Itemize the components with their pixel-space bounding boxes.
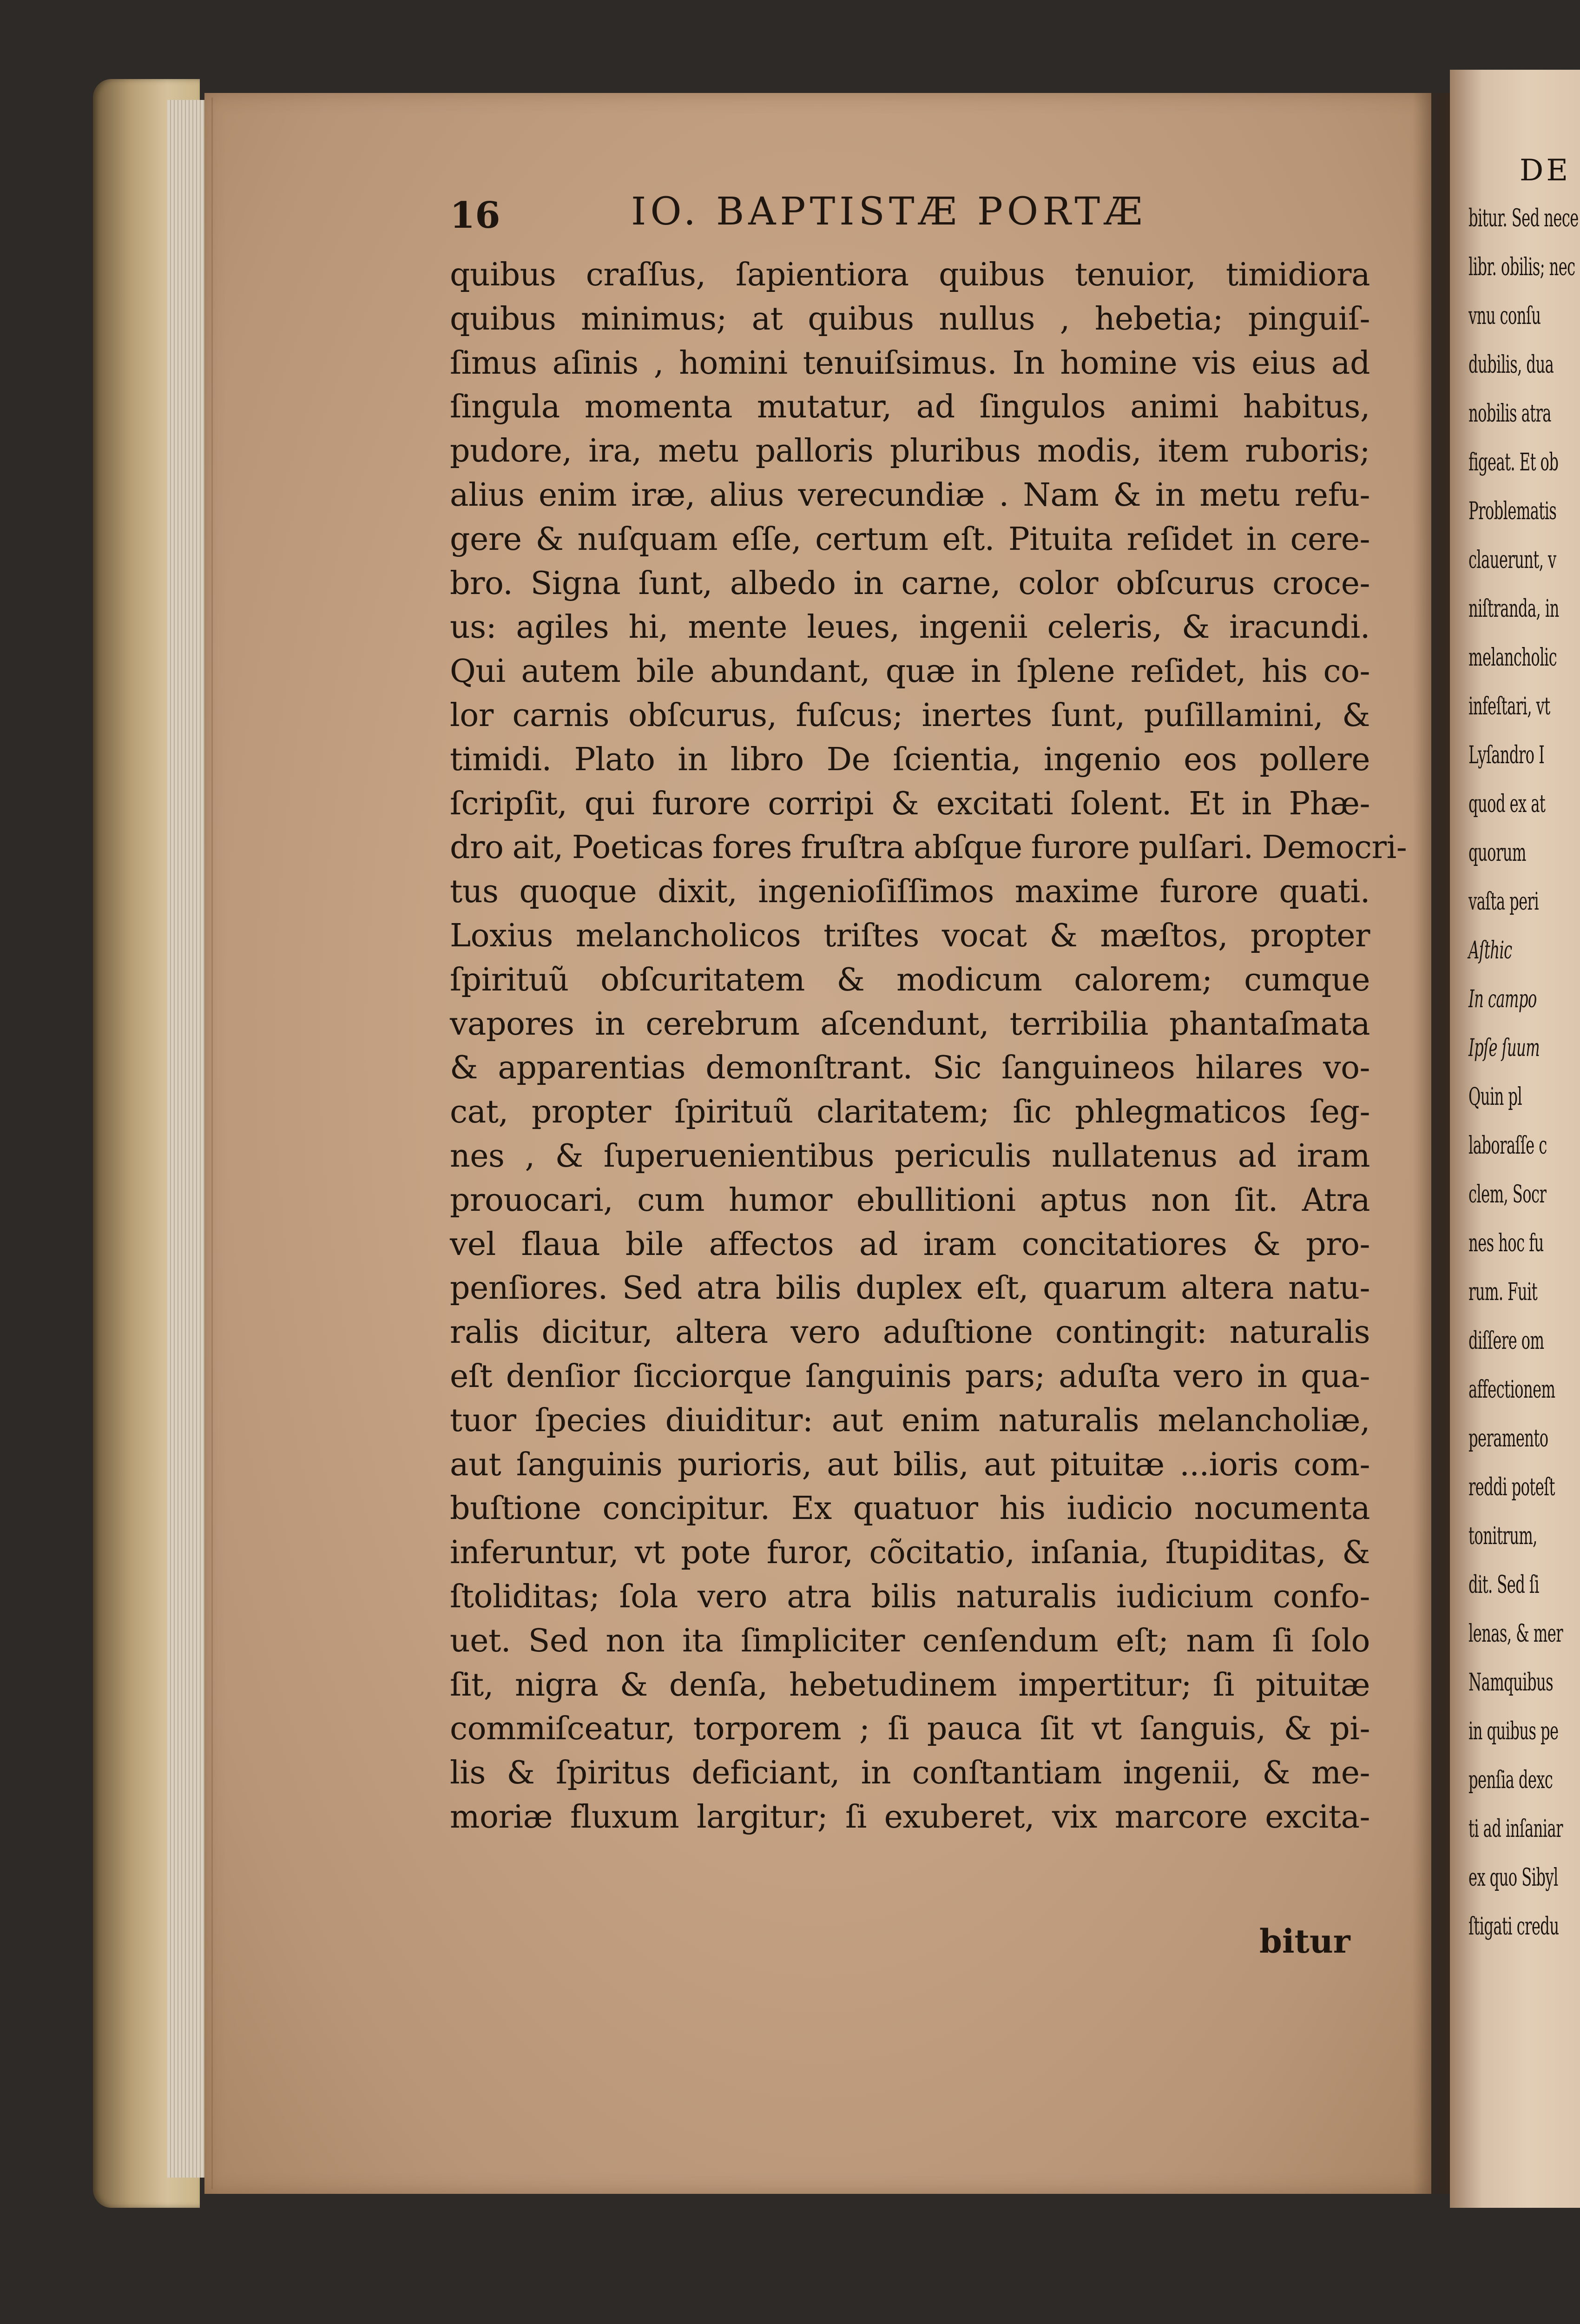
right-text-line: nobilis atra	[1468, 400, 1551, 428]
right-text-line: in quibus pe	[1468, 1717, 1559, 1745]
text-line: ſtoliditas; ſola vero atra bilis naturalis iudicium confo-	[450, 1578, 1370, 1615]
text-line: moriæ fluxum largitur; ſi exuberet, vix marcore excita-	[450, 1798, 1370, 1835]
right-text-line: affectionem	[1468, 1376, 1555, 1404]
text-line: lis & ſpiritus deficiant, in conſtantiam ingenii, & me-	[450, 1755, 1370, 1792]
catchword: bitur	[1259, 1922, 1350, 1961]
text-line: vel flaua bile affectos ad iram concitatiores & pro-	[450, 1226, 1370, 1263]
text-line: ſimus aſinis , homini tenuiſsimus. In homine vis eius ad	[450, 344, 1370, 382]
text-line: us: agiles hi, mente leues, ingenii celeris, & iracundi.	[450, 609, 1370, 646]
text-line: lor carnis obſcurus, fuſcus; inertes ſunt, puſillamini, &	[450, 697, 1370, 734]
text-line: tuor ſpecies diuiditur: aut enim naturalis melancholiæ,	[450, 1402, 1370, 1439]
text-block	[450, 253, 1407, 1840]
right-text-line: vnu conſu	[1468, 302, 1541, 330]
page-margin-line	[211, 98, 213, 2189]
text-line: inferuntur, vt pote furor, cõcitatio, inſania, ſtupiditas, &	[450, 1534, 1370, 1571]
text-line: commiſceatur, torporem ; ſi pauca ſit vt ſanguis, & pi-	[450, 1710, 1370, 1748]
right-text-line: nes hoc fu	[1468, 1229, 1544, 1257]
running-head: IO. BAPTISTÆ PORTÆ	[631, 190, 1147, 234]
text-line: ralis dicitur, altera vero aduſtione contingit: naturalis	[450, 1314, 1370, 1351]
text-line: pudore, ira, metu palloris pluribus modis, item ruboris;	[450, 433, 1370, 470]
text-line: vapores in cerebrum aſcendunt, terribilia phantaſmata	[450, 1005, 1370, 1043]
right-text-line: diſſere om	[1468, 1327, 1544, 1355]
right-text-line: reddi poteſt	[1468, 1473, 1555, 1501]
right-text-line: Ipſe ſuum	[1468, 1034, 1540, 1062]
page-number: 16	[450, 194, 500, 237]
right-text-line: Namquibus	[1468, 1669, 1554, 1697]
right-text-line: dubilis, dua	[1468, 351, 1554, 379]
text-line: timidi. Plato in libro De ſcientia, ingenio eos pollere	[450, 741, 1370, 778]
right-text-line: ex quo Sibyl	[1468, 1864, 1558, 1892]
text-line: ſpirituũ obſcuritatem & modicum calorem; cumque	[450, 961, 1370, 998]
text-line: tus quoque dixit, ingenioſiſſimos maxime furore quati.	[450, 873, 1370, 911]
text-line: gere & nuſquam eſſe, certum eſt. Pituita reſidet in cere-	[450, 521, 1370, 558]
right-text-line: lenas, & mer	[1468, 1620, 1563, 1648]
text-line: uet. Sed non ita ſimpliciter cenſendum eſt; nam ſi ſolo	[450, 1622, 1370, 1659]
right-text-line: dit. Sed ſi	[1468, 1571, 1539, 1599]
right-text-line: clauerunt, v	[1468, 546, 1556, 574]
text-line: prouocari, cum humor ebullitioni aptus non ſit. Atra	[450, 1182, 1370, 1219]
right-text-line: peramento	[1468, 1425, 1548, 1452]
right-text-line: penſia dexc	[1468, 1766, 1553, 1794]
right-text-line: tonitrum,	[1468, 1522, 1537, 1550]
text-line: & apparentias demonſtrant. Sic ſanguineos hilares vo-	[450, 1050, 1370, 1087]
right-running-head: DE	[1520, 153, 1571, 188]
right-text-line: infeſtari, vt	[1468, 693, 1550, 720]
text-line: dro ait, Poeticas fores fruſtra abſque furore pulſari. Democri-	[450, 829, 1407, 866]
right-text-line: niſtranda, in	[1468, 595, 1559, 623]
text-line: ſingula momenta mutatur, ad ſingulos animi habitus,	[450, 389, 1370, 426]
text-line: cat, propter ſpirituũ claritatem; ſic phlegmaticos ſeg-	[450, 1094, 1370, 1131]
right-text-line: Aſthic	[1468, 937, 1512, 964]
text-line: quibus craſſus, ſapientiora quibus tenuior, timidiora	[450, 257, 1370, 293]
text-line: quibus minimus; at quibus nullus , hebetia; pinguiſ-	[450, 300, 1370, 337]
right-text-line: Quin pl	[1468, 1083, 1522, 1111]
right-text-line: bitur. Sed nece	[1468, 205, 1579, 232]
right-text-line: ſtigati credu	[1468, 1913, 1559, 1941]
right-text-line: clem, Socr	[1468, 1181, 1547, 1208]
text-line: alius enim iræ, alius verecundiæ . Nam & in metu refu-	[450, 476, 1370, 514]
right-text-line: ti ad inſaniar	[1468, 1815, 1563, 1843]
text-line: ſit, nigra & denſa, hebetudinem impertitur; ſi pituitæ	[450, 1666, 1370, 1703]
right-text-line: quorum	[1468, 839, 1526, 867]
text-line: Loxius melancholicos triſtes vocat & mæſtos, propter	[450, 917, 1370, 954]
right-text-line: quod ex at	[1468, 790, 1546, 818]
text-line: Qui autem bile abundant, quæ in ſplene reſidet, his co-	[450, 653, 1370, 690]
text-line: ſcripſit, qui furore corripi & excitati ſolent. Et in Phæ-	[450, 785, 1370, 822]
text-line: penſiores. Sed atra bilis duplex eſt, quarum altera natu-	[450, 1270, 1370, 1307]
right-text-line: vaſta peri	[1468, 888, 1539, 916]
text-line: aut ſanguinis purioris, aut bilis, aut pituitæ ...ioris com-	[450, 1446, 1370, 1483]
right-page	[1450, 70, 1580, 2208]
text-line: bro. Signa ſunt, albedo in carne, color obſcurus croce-	[450, 565, 1370, 602]
right-text-line: Lyſandro I	[1468, 741, 1545, 769]
text-line: eſt denſior ſicciorque ſanguinis pars; aduſta vero in qua-	[450, 1358, 1370, 1395]
right-text-line: Problematis	[1468, 497, 1557, 525]
text-line: buſtione concipitur. Ex quatuor his iudicio nocumenta	[450, 1490, 1370, 1527]
text-line: nes , & ſuperuenientibus periculis nullatenus ad iram	[450, 1137, 1370, 1175]
right-text-line: laboraſſe c	[1468, 1132, 1547, 1160]
right-text-line: In campo	[1468, 985, 1537, 1013]
right-text-line: figeat. Et ob	[1468, 449, 1559, 476]
right-text-line: melancholic	[1468, 644, 1557, 672]
right-text-line: rum. Fuit	[1468, 1278, 1538, 1306]
right-text-line: libr. obilis; nec	[1468, 253, 1575, 281]
